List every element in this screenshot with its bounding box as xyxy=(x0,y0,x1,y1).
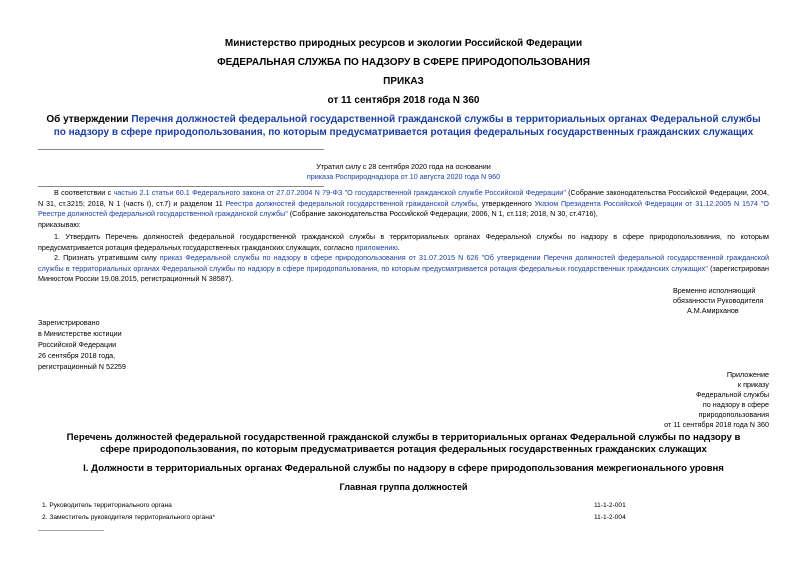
item-1-text: 1. Утвердить Перечень должностей федеральной государственной гражданской службы в территориальных органах Федеральной службы по надзору в сфере природопользования, по которым предусматривается ротация федеральных государственных гражданских служащих, согласно xyxy=(38,232,769,252)
document-type: ПРИКАЗ xyxy=(383,76,424,87)
order-item-2 xyxy=(38,253,769,285)
list-title: Перечень должностей федеральной государственной гражданской службы в территориальных органах Федеральной службы по надзору в сфере природопользования, по которым предусматривается ротация федеральных государственных гражданских служащих xyxy=(66,432,741,455)
preamble-text-4: (Собрание законодательства Российской Федерации, 2006, N 1, ст.118; 2018, N 30, ст.4716), xyxy=(287,209,598,219)
law-link[interactable]: частью 2.1 статьи 60.1 Федерального закона от 27.07.2004 N 79-ФЗ "О государственной гражданской службе Российской Федерации" xyxy=(113,188,566,197)
registration-line-3: Российской Федерации xyxy=(38,340,117,349)
status-link[interactable]: приказа Росприроднадзора от 10 августа 2020 года N 960 xyxy=(306,172,501,181)
item-2-end: (зарегистрирован Минюстом России 19.08.2015, регистрационный N 38587). xyxy=(38,263,769,284)
signature-line-2: обязанности Руководителя xyxy=(673,296,764,305)
registration-line-4: 26 сентября 2018 года, xyxy=(38,351,116,360)
section-title: I. Должности в территориальных органах Федеральной службы по надзору в сфере природопользования межрегионального уровня xyxy=(83,463,724,474)
order-item-1 xyxy=(38,232,769,253)
ministry-name: Министерство природных ресурсов и экологии Российской Федерации xyxy=(224,38,583,49)
divider-status xyxy=(38,186,324,187)
item-1-end: . xyxy=(397,242,400,252)
preamble-paragraph xyxy=(38,188,769,220)
title-link[interactable]: Перечня должностей федеральной государственной гражданской службы в территориальных органах Федеральной службы по надзору в сфере природопользования, по которым предусматривается ротация федеральных государственных гражданских служащих xyxy=(53,114,761,138)
position-row-1-code: 11-1-2-001 xyxy=(594,502,626,509)
registration-line-2: в Министерстве юстиции xyxy=(38,329,122,338)
repealed-order-link[interactable]: приказ Федеральной службы по надзору в сфере природопользования от 31.07.2015 N 626 "Об утверждении Перечня должностей федеральной государственной гражданской службы в территориальных органах Федеральной службы по надзору в сфере природопользования, по которым предусматривается ротация федеральных государственных гражданских служащих" xyxy=(38,253,769,273)
registration-line-1: Зарегистрировано xyxy=(38,318,100,327)
appendix-line-5: природопользования xyxy=(698,410,769,419)
preamble-text-1: В соответствии с xyxy=(54,188,114,197)
order-word: приказываю: xyxy=(38,220,81,229)
status-line: Утратил силу с 28 сентября 2020 года на основании xyxy=(316,162,491,171)
title-prefix: Об утверждении xyxy=(46,114,132,125)
divider-top xyxy=(38,149,324,150)
footnote-divider xyxy=(38,530,104,531)
document-date: от 11 сентября 2018 года N 360 xyxy=(327,95,480,106)
position-row-2-name: 2. Заместитель руководителя территориального органа* xyxy=(42,514,216,521)
registration-line-5: регистрационный N 52259 xyxy=(38,362,126,371)
decree-link[interactable]: Указом Президента Российской Федерации от 31.12.2005 N 1574 "О Реестре должностей федеральной государственной гражданской службы" xyxy=(38,198,770,219)
service-name: ФЕДЕРАЛЬНАЯ СЛУЖБА ПО НАДЗОРУ В СФЕРЕ ПРИРОДОПОЛЬЗОВАНИЯ xyxy=(217,57,590,68)
position-row-2-code: 11-1-2-004 xyxy=(594,514,626,521)
preamble-text-3: , утвержденного xyxy=(476,198,535,208)
appendix-line-1: Приложение xyxy=(726,370,769,379)
signature-line-1: Временно исполняющий xyxy=(673,286,756,295)
appendix-link[interactable]: приложению xyxy=(355,242,398,252)
item-2-text: 2. Признать утратившим силу xyxy=(54,253,160,262)
position-row-1-name: 1. Руководитель территориального органа xyxy=(42,502,172,509)
registry-link[interactable]: Реестра должностей федеральной государственной гражданской службы xyxy=(225,198,477,208)
preamble-text-2: (Собрание законодательства Российской Федерации, 2004, N 31, ст.3215; 2018, N 1 (часть I), ст.7) и разделом 11 xyxy=(38,188,770,208)
document-title xyxy=(40,113,767,139)
group-title: Главная группа должностей xyxy=(339,482,468,492)
appendix-line-4: по надзору в сфере xyxy=(702,400,769,409)
signer-name: А.М.Амирханов xyxy=(687,306,739,315)
appendix-line-2: к приказу xyxy=(737,380,769,389)
appendix-line-6: от 11 сентября 2018 года N 360 xyxy=(664,420,769,429)
appendix-line-3: Федеральной службы xyxy=(695,390,769,399)
